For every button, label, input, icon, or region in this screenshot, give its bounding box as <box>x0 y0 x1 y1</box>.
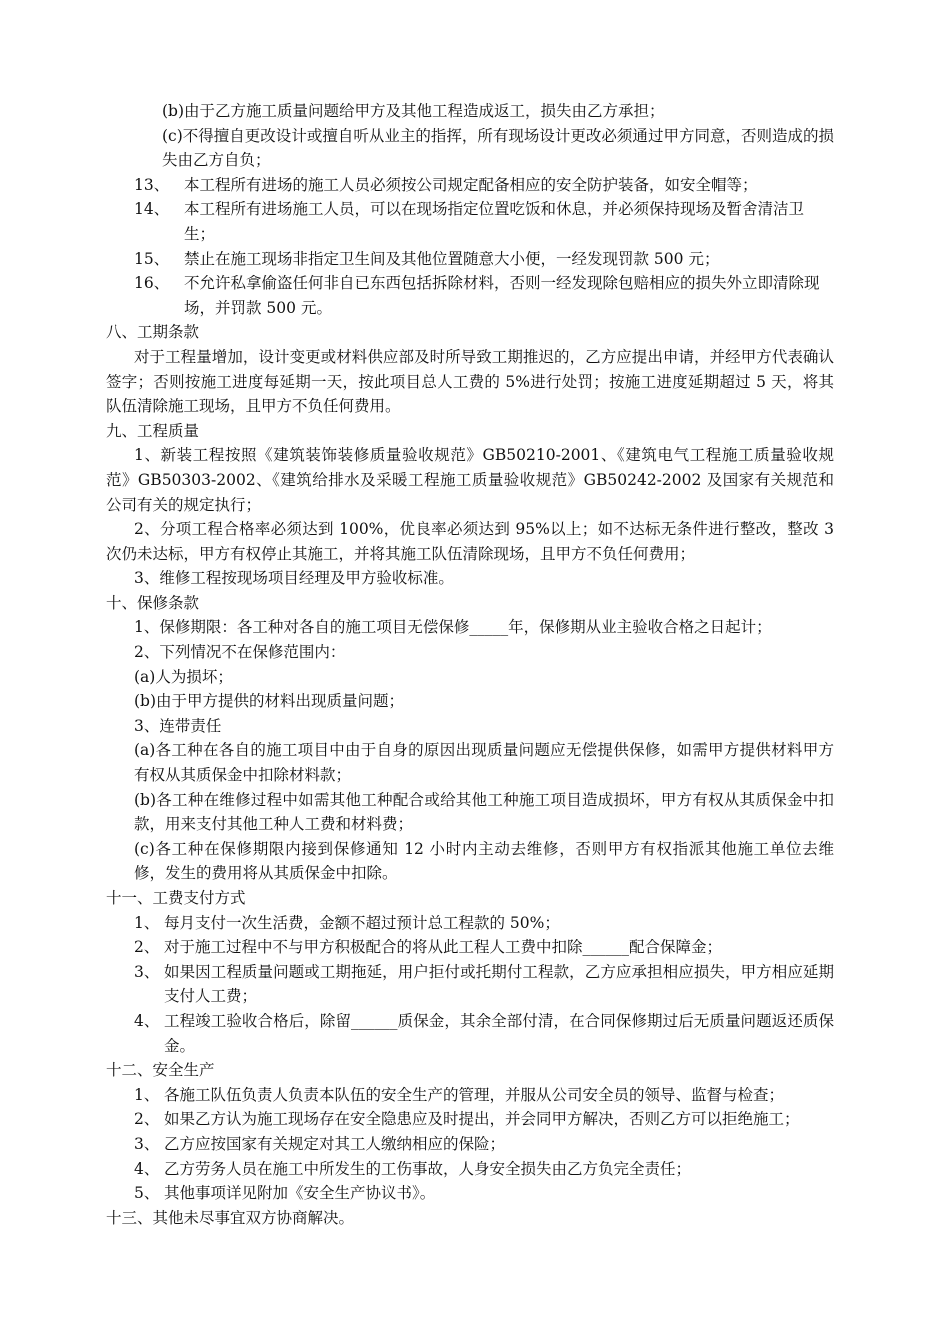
warranty-clause-1: 1、保修期限：各工种对各自的施工项目无偿保修_____年，保修期从业主验收合格之日起计； <box>134 618 772 637</box>
list-item <box>106 1181 834 1206</box>
quality-clause-3: 3、维修工程按现场项目经理及甲方验收标准。 <box>134 569 454 588</box>
item-text: 如果乙方认为施工现场存在安全隐患应及时提出，并会同甲方解决，否则乙方可以拒绝施工； <box>164 1110 800 1129</box>
list-item <box>106 1157 834 1182</box>
item-text: 乙方劳务人员在施工中所发生的工伤事故，人身安全损失由乙方负完全责任； <box>164 1159 692 1178</box>
section-title-other: 十三、其他未尽事宜双方协商解决。 <box>106 1208 355 1227</box>
item-number: 3、 <box>134 1134 160 1153</box>
list-item <box>106 960 834 1009</box>
item-number: 2、 <box>134 938 160 957</box>
warranty-clause-2a: (a)人为损坏； <box>134 667 233 686</box>
section-title-payment: 十一、工费支付方式 <box>106 889 246 907</box>
item-number: 4、 <box>134 1159 160 1178</box>
section-text-schedule: 对于工程量增加，设计变更或材料供应部及时所导致工期推迟的，乙方应提出申请，并经甲方代表确认签字；否则按施工进度每延期一天，按此项目总人工费的 5%进行处罚；按施工进度延期超过 5 天，将其队伍清除施工现场，且甲方不负任何费用。 <box>106 347 834 416</box>
list-item <box>106 1132 834 1157</box>
list-item <box>106 197 834 246</box>
list-item <box>106 911 834 936</box>
item-number: 13、 <box>134 175 170 194</box>
item-text: 禁止在施工现场非指定卫生间及其他位置随意大小便，一经发现罚款 500 元； <box>184 249 720 268</box>
list-item <box>106 271 834 320</box>
list-item <box>106 1083 834 1108</box>
warranty-clause-2: 2、下列情况不在保修范围内： <box>134 643 346 662</box>
item-number: 1、 <box>134 913 160 932</box>
item-number: 5、 <box>134 1184 160 1203</box>
item-text: 不允许私拿偷盗任何非自已东西包括拆除材料，否则一经发现除包赔相应的损失外立即清除现场，并罚款 500 元。 <box>184 274 820 317</box>
item-text: 各施工队伍负责人负责本队伍的安全生产的管理，并服从公司安全员的领导、监督与检查； <box>164 1085 785 1104</box>
clause-c-design-change: (c)不得擅自更改设计或擅自听从业主的指挥，所有现场设计更改必须通过甲方同意，否则造成的损失由乙方自负； <box>162 126 834 170</box>
item-text: 工程竣工验收合格后，除留______质保金，其余全部付清，在合同保修期过后无质量问题返还质保金。 <box>164 1011 834 1055</box>
list-item <box>106 1009 834 1058</box>
item-number: 2、 <box>134 1110 160 1129</box>
item-text: 乙方应按国家有关规定对其工人缴纳相应的保险； <box>164 1134 506 1153</box>
warranty-clause-2b: (b)由于甲方提供的材料出现质量问题； <box>134 692 405 711</box>
item-number: 14、 <box>134 200 170 219</box>
item-text: 本工程所有进场施工人员，可以在现场指定位置吃饭和休息，并必须保持现场及暂舍清洁卫生； <box>184 200 805 243</box>
warranty-clause-3: 3、连带责任 <box>134 716 222 735</box>
warranty-clause-3c: (c)各工种在保修期限内接到保修通知 12 小时内主动去维修，否则甲方有权指派其他施工单位去维修，发生的费用将从其质保金中扣除。 <box>134 839 834 883</box>
item-number: 3、 <box>134 962 160 981</box>
item-number: 4、 <box>134 1011 160 1030</box>
item-text: 每月支付一次生活费，金额不超过预计总工程款的 50%； <box>164 913 560 932</box>
list-item <box>106 173 834 198</box>
item-number: 15、 <box>134 249 170 268</box>
list-item <box>106 1107 834 1132</box>
item-text: 如果因工程质量问题或工期拖延，用户拒付或托期付工程款，乙方应承担相应损失，甲方相应延期支付人工费； <box>164 962 834 1006</box>
list-item <box>106 247 834 272</box>
item-text: 对于施工过程中不与甲方积极配合的将从此工程人工费中扣除______配合保障金； <box>164 938 723 957</box>
quality-clause-2: 2、分项工程合格率必须达到 100%，优良率必须达到 95%以上；如不达标无条件进行整改，整改 3 次仍未达标，甲方有权停止其施工，并将其施工队伍清除现场，且甲方不负任何费用； <box>106 520 834 563</box>
clause-b-rework: (b)由于乙方施工质量问题给甲方及其他工程造成返工，损失由乙方承担； <box>162 102 665 120</box>
warranty-clause-3b: (b)各工种在维修过程中如需其他工种配合或给其他工种施工项目造成损坏，甲方有权从其质保金中扣款，用来支付其他工种人工费和材料费； <box>134 790 834 834</box>
section-title-schedule: 八、工期条款 <box>106 323 200 342</box>
item-text: 本工程所有进场的施工人员必须按公司规定配备相应的安全防护装备，如安全帽等； <box>184 175 758 194</box>
item-number: 16、 <box>134 274 170 293</box>
item-number: 1、 <box>134 1085 160 1104</box>
item-text: 其他事项详见附加《安全生产协议书》。 <box>164 1184 436 1203</box>
section-title-quality: 九、工程质量 <box>106 421 200 440</box>
warranty-clause-3a: (a)各工种在各自的施工项目中由于自身的原因出现质量问题应无偿提供保修，如需甲方提供材料甲方有权从其质保金中扣除材料款； <box>134 741 834 785</box>
section-title-safety: 十二、安全生产 <box>106 1061 215 1080</box>
section-title-warranty: 十、保修条款 <box>106 593 200 612</box>
list-item <box>106 935 834 960</box>
quality-clause-1: 1、新装工程按照《建筑装饰装修质量验收规范》GB50210-2001、《建筑电气工程施工质量验收规范》GB50303-2002、《建筑给排水及采暖工程施工质量验收规范》GB50242-2002 及国家有关规范和公司有关的规定执行； <box>106 446 834 514</box>
document-body <box>106 99 834 1230</box>
